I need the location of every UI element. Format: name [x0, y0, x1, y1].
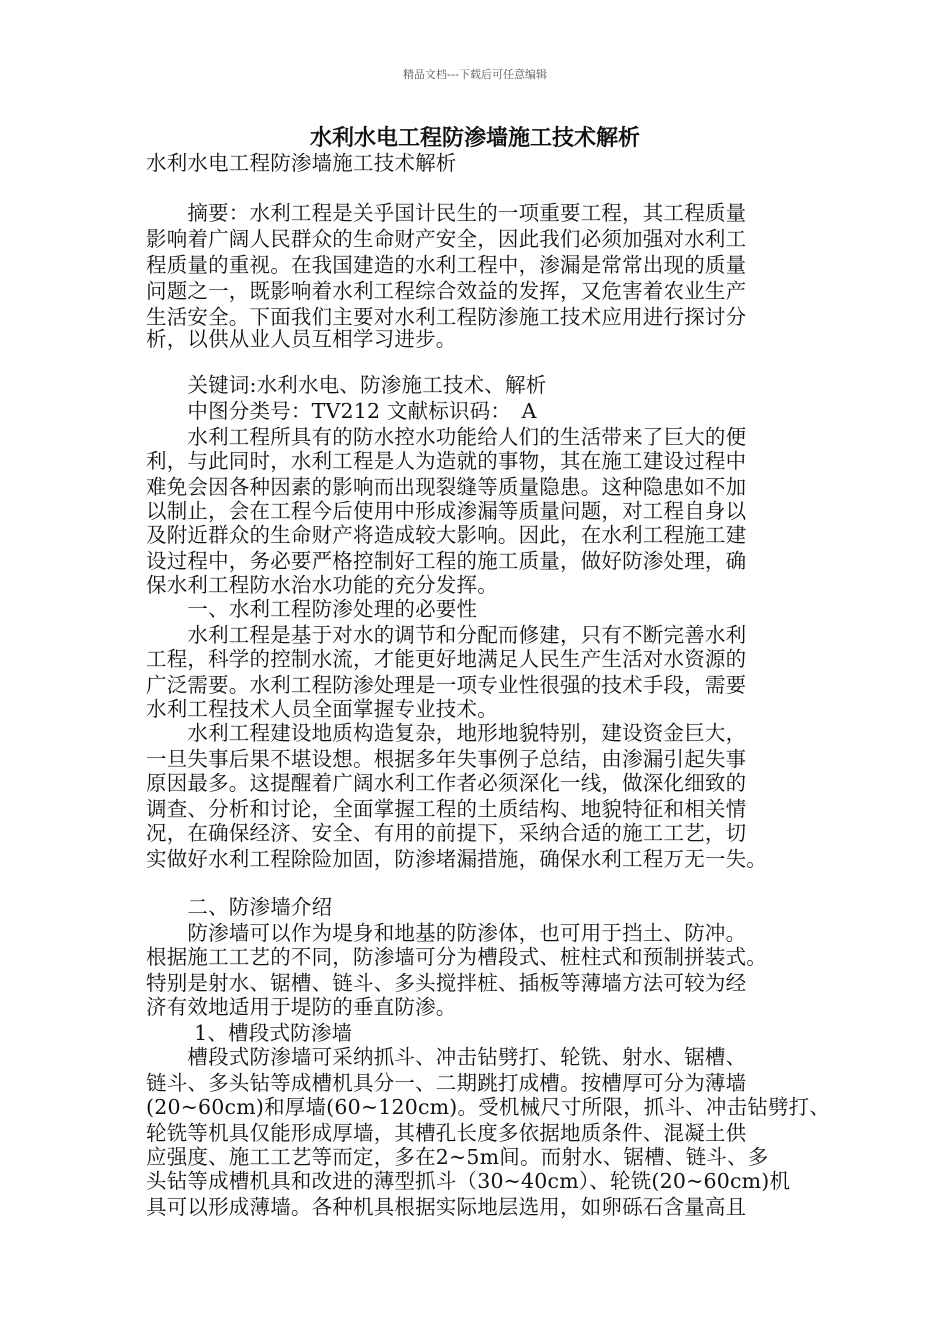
paragraph-line: 广泛需要。水利工程防渗处理是一项专业性很强的技术手段，需要 [146, 673, 747, 697]
paragraph-line: 以制止，会在工程今后使用中形成渗漏等质量问题，对工程自身以 [146, 499, 747, 523]
document-title: 水利水电工程防渗墙施工技术解析 [309, 125, 640, 151]
paragraph-line: 根据施工工艺的不同，防渗墙可分为槽段式、桩柱式和预制拼装式。 [146, 945, 767, 969]
paragraph-line: 原因最多。这提醒着广阔水利工作者必须深化一线，做深化细致的 [146, 771, 747, 795]
paragraph-line: 链斗、多头钻等成槽机具分一、二期跳打成槽。按槽厚可分为薄墙 [146, 1071, 747, 1095]
paragraph-line: 设过程中，务必要严格控制好工程的施工质量，做好防渗处理，确 [146, 549, 747, 573]
paragraph-line: 况，在确保经济、安全、有用的前提下，采纳合适的施工工艺，切 [146, 821, 747, 845]
paragraph-line: 轮铣等机具仅能形成厚墙，其槽孔长度多依据地质条件、混凝土供 [146, 1121, 747, 1145]
paragraph-line: 济有效地适用于堤防的垂直防渗。 [146, 995, 457, 1019]
paragraph-line: 实做好水利工程除险加固，防渗堵漏措施，确保水利工程万无一失。 [146, 847, 767, 871]
paragraph-line: 保水利工程防水治水功能的充分发挥。 [146, 573, 498, 597]
header-note: 精品文档---下载后可任意编辑 [403, 68, 547, 81]
paragraph-line: 难免会因各种因素的影响而出现裂缝等质量隐患。这种隐患如不加 [146, 475, 747, 499]
abstract-line: 摘要：水利工程是关乎国计民生的一项重要工程，其工程质量 [146, 201, 747, 225]
abstract-line: 影响着广阔人民群众的生命财产安全，因此我们必须加强对水利工 [146, 227, 747, 251]
section-heading: 一、水利工程防渗处理的必要性 [146, 597, 478, 621]
abstract-line: 析，以供从业人员互相学习进步。 [146, 327, 457, 351]
paragraph-line: 及附近群众的生命财产将造成较大影响。因此，在水利工程施工建 [146, 523, 747, 547]
paragraph-line: 水利工程所具有的防水控水功能给人们的生活带来了巨大的便 [146, 425, 747, 449]
subsection-heading: 1、槽段式防渗墙 [146, 1021, 353, 1045]
paragraph-line: 应强度、施工工艺等而定，多在2~5m间。而射水、锯槽、链斗、多 [146, 1145, 769, 1169]
paragraph-line: 水利工程建设地质构造复杂，地形地貌特别，建设资金巨大， [146, 721, 747, 745]
section-heading: 二、防渗墙介绍 [146, 895, 333, 919]
paragraph-line: 槽段式防渗墙可采纳抓斗、冲击钻劈打、轮铣、射水、锯槽、 [146, 1045, 747, 1069]
abstract-line: 问题之一，既影响着水利工程综合效益的发挥，又危害着农业生产 [146, 279, 747, 303]
paragraph-line: 特别是射水、锯槽、链斗、多头搅拌桩、插板等薄墙方法可较为经 [146, 971, 747, 995]
abstract-line: 生活安全。下面我们主要对水利工程防渗施工技术应用进行探讨分 [146, 305, 747, 329]
paragraph-line: 调查、分析和讨论，全面掌握工程的土质结构、地貌特征和相关情 [146, 797, 747, 821]
keywords-line: 关键词:水利水电、防渗施工技术、解析 [146, 373, 547, 397]
paragraph-line: (20~60cm)和厚墙(60~120cm)。受机械尺寸所限，抓斗、冲击钻劈打、 [146, 1095, 831, 1119]
paragraph-line: 工程，科学的控制水流，才能更好地满足人民生产生活对水资源的 [146, 647, 747, 671]
abstract-line: 程质量的重视。在我国建造的水利工程中，渗漏是常常出现的质量 [146, 253, 747, 277]
paragraph-line: 水利工程技术人员全面掌握专业技术。 [146, 697, 498, 721]
paragraph-line: 具可以形成薄墙。各种机具根据实际地层选用，如卵砾石含量高且 [146, 1195, 747, 1219]
paragraph-line: 利，与此同时，水利工程是人为造就的事物，其在施工建设过程中 [146, 449, 747, 473]
paragraph-line: 水利工程是基于对水的调节和分配而修建，只有不断完善水利 [146, 623, 747, 647]
paragraph-line: 防渗墙可以作为堤身和地基的防渗体，也可用于挡土、防冲。 [146, 921, 747, 945]
subtitle-line: 水利水电工程防渗墙施工技术解析 [146, 151, 457, 175]
paragraph-line: 头钻等成槽机具和改进的薄型抓斗（30~40cm）、轮铣(20~60cm)机 [146, 1169, 791, 1193]
paragraph-line: 一旦失事后果不堪设想。根据多年失事例子总结，由渗漏引起失事 [146, 747, 747, 771]
classification-line: 中图分类号：TV212 文献标识码： A [146, 399, 537, 423]
